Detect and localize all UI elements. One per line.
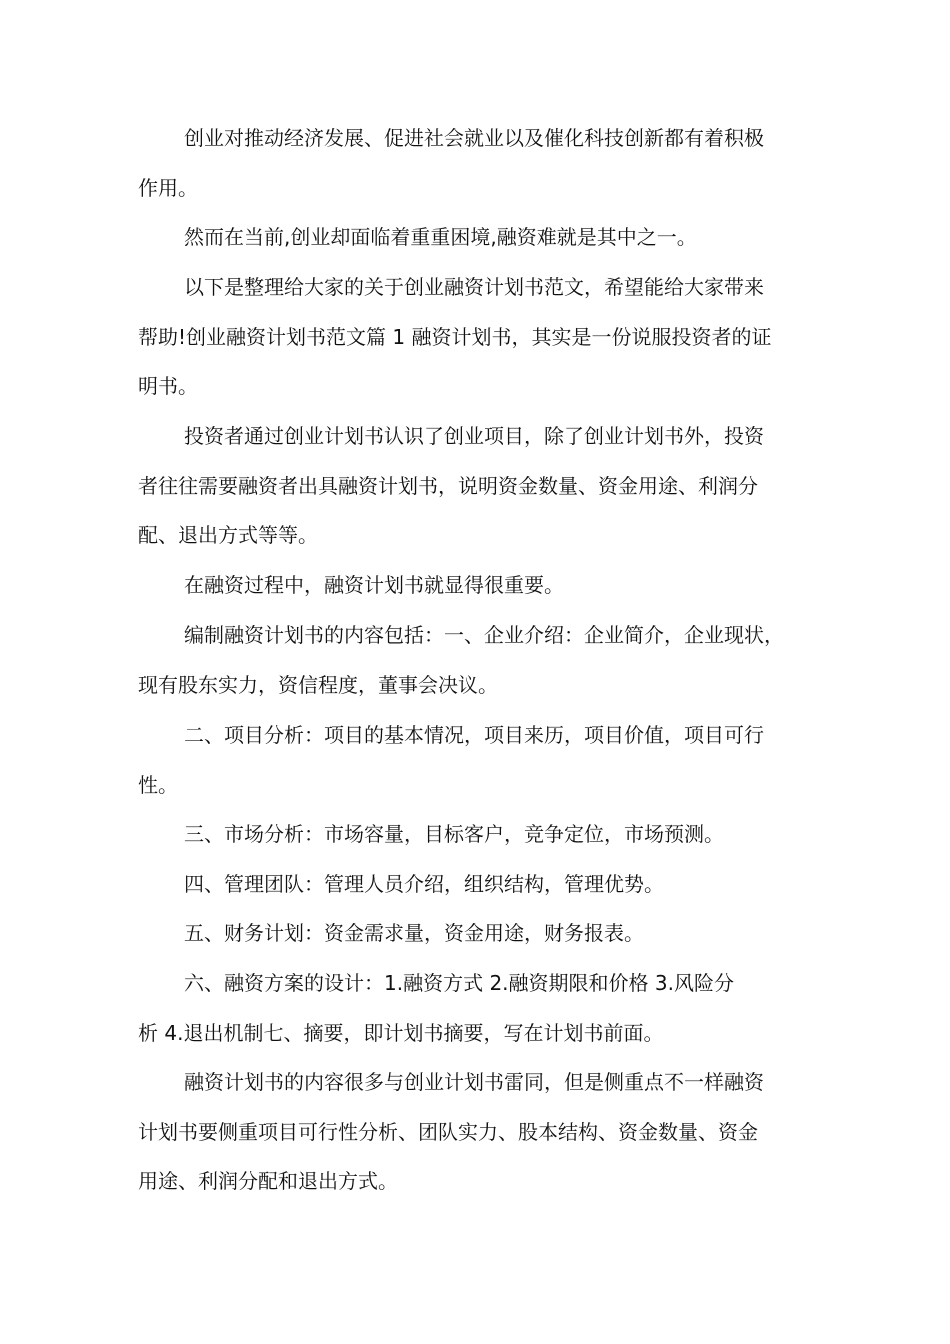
paragraph-12 (138, 1058, 764, 1207)
paragraph-6 (138, 611, 784, 710)
text-line: 计划书要侧重项目可行性分析、团队实力、股本结构、资金数量、资金 (138, 1119, 758, 1144)
paragraph-5 (138, 561, 564, 611)
text-line: 析 4.退出机制七、摘要，即计划书摘要，写在计划书前面。 (138, 1020, 664, 1045)
paragraph-7 (138, 711, 764, 810)
paragraph-4 (138, 412, 764, 561)
paragraph-3 (138, 263, 771, 412)
paragraph-9 (138, 860, 664, 910)
text-line: 作用。 (138, 175, 198, 200)
text-line: 以下是整理给大家的关于创业融资计划书范文，希望能给大家带来 (184, 275, 764, 299)
paragraph-2 (138, 213, 697, 263)
text-line: 六、融资方案的设计：1.融资方式 2.融资期限和价格 3.风险分 (184, 971, 734, 995)
text-line: 投资者通过创业计划书认识了创业项目，除了创业计划书外，投资 (184, 424, 764, 448)
text-line: 编制融资计划书的内容包括：一、企业介绍：企业简介，企业现状， (184, 623, 784, 647)
text-line: 现有股东实力，资信程度，董事会决议。 (138, 672, 498, 697)
paragraph-8 (138, 810, 724, 860)
text-line: 在融资过程中，融资计划书就显得很重要。 (184, 573, 564, 597)
text-line: 然而在当前,创业却面临着重重困境,融资难就是其中之一。 (184, 225, 697, 249)
text-line: 用途、利润分配和退出方式。 (138, 1169, 398, 1193)
text-line: 帮助!创业融资计划书范文篇 1 融资计划书，其实是一份说服投资者的证 (138, 324, 772, 349)
text-line: 明书。 (138, 374, 198, 398)
paragraph-10 (138, 909, 644, 959)
text-line: 四、管理团队：管理人员介绍，组织结构，管理优势。 (184, 872, 664, 896)
text-line: 创业对推动经济发展、促进社会就业以及催化科技创新都有着积极 (184, 126, 764, 150)
paragraph-1 (138, 114, 764, 213)
text-line: 配、退出方式等等。 (138, 523, 318, 547)
text-line: 五、财务计划：资金需求量，资金用途，财务报表。 (184, 921, 644, 945)
text-line: 三、市场分析：市场容量，目标客户，竞争定位，市场预测。 (184, 822, 724, 846)
paragraph-11 (138, 959, 734, 1058)
text-line: 性。 (138, 772, 178, 797)
text-line: 二、项目分析：项目的基本情况，项目来历，项目价值，项目可行 (184, 723, 764, 747)
text-line: 者往往需要融资者出具融资计划书，说明资金数量、资金用途、利润分 (138, 473, 758, 498)
text-line: 融资计划书的内容很多与创业计划书雷同，但是侧重点不一样融资 (184, 1070, 764, 1094)
